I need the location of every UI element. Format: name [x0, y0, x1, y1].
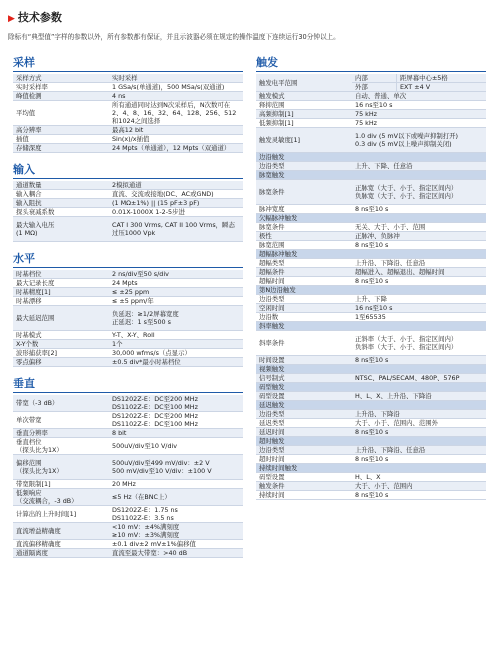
row-value: ≤ ±5 ppm/年 — [109, 297, 243, 306]
row-label: 计算出的上升时间[1] — [13, 506, 109, 523]
table-row — [256, 392, 486, 401]
row-value: <10 mV：±4%满刻度 ≥10 mV：±3%满刻度 — [109, 523, 243, 540]
trigger-table — [256, 74, 486, 500]
row-value: H、L、X、上升沿、下降沿 — [352, 392, 486, 401]
table-row — [13, 395, 243, 412]
row-label: 时基模式 — [13, 331, 109, 340]
level-internal-row — [352, 74, 486, 83]
page-title-text: 技术参数 — [17, 11, 62, 24]
row-label: 持续时间 — [256, 491, 352, 500]
row-label: 单次带宽 — [13, 412, 109, 429]
row-value: 无关、大于、小于、范围 — [352, 223, 486, 232]
row-value: 大于、小于、范围内、范围外 — [352, 419, 486, 428]
table-row — [256, 223, 486, 232]
row-value: 16 ns至10 s — [352, 304, 486, 313]
row-value: 8 ns至10 s — [352, 277, 486, 286]
row-label: 时基档位 — [13, 270, 109, 279]
row-label: 空闲时间 — [256, 304, 352, 313]
row-value: 75 kHz — [352, 110, 486, 119]
row-label: 实时采样率 — [13, 83, 109, 92]
subsection-title: 欠幅脉冲触发 — [256, 214, 486, 223]
subsection-row — [256, 153, 486, 162]
table-row — [13, 217, 243, 242]
section-title: 水平 — [13, 250, 243, 268]
spec-table — [13, 74, 243, 153]
row-label: X-Y个数 — [13, 340, 109, 349]
row-label: 高分辨率 — [13, 126, 109, 135]
row-label: 垂直档位 （探头比为1X） — [13, 438, 109, 455]
row-label: 脉宽条件 — [256, 180, 352, 205]
row-value: 16 ns至10 s — [352, 101, 486, 110]
row-value: 1 GSa/s(单通道)，500 MSa/s(双通道) — [109, 83, 243, 92]
row-label: 延迟时间 — [256, 428, 352, 437]
row-value: 75 kHz — [352, 119, 486, 128]
row-label: 插值 — [13, 135, 109, 144]
table-row — [13, 297, 243, 306]
table-row — [13, 438, 243, 455]
row-label: 触发条件 — [256, 482, 352, 491]
row-value: 自动、普通、单次 — [352, 92, 486, 101]
row-label: 时间设置 — [256, 356, 352, 365]
subsection-row — [256, 401, 486, 410]
row-label: 超幅时间 — [256, 277, 352, 286]
row-value — [352, 74, 486, 92]
row-label: 直流偏移精确度 — [13, 540, 109, 549]
table-row — [256, 119, 486, 128]
row-label: 触发电平范围 — [256, 74, 352, 92]
subsection-title: 视频触发 — [256, 365, 486, 374]
subsection-title: 码型触发 — [256, 383, 486, 392]
row-value: 4 ns — [109, 92, 243, 101]
table-row — [13, 523, 243, 540]
row-value: 2 ns/div至50 s/div — [109, 270, 243, 279]
table-row — [13, 455, 243, 480]
table-row — [13, 288, 243, 297]
level-internal-label: 内部 — [352, 74, 397, 82]
row-label: 高频抑制[1] — [256, 110, 352, 119]
subsection-title: 超时触发 — [256, 437, 486, 446]
row-label: 触发模式 — [256, 92, 352, 101]
table-row — [256, 482, 486, 491]
table-row — [13, 135, 243, 144]
row-value: 24 Mpts — [109, 279, 243, 288]
row-label: 时基漂移 — [13, 297, 109, 306]
row-label: 码型设置 — [256, 473, 352, 482]
row-value: DS1202Z-E：DC至200 MHz DS1102Z-E：DC至100 MHz — [109, 412, 243, 429]
subsection-title: 脉宽触发 — [256, 171, 486, 180]
level-external-row — [352, 83, 486, 91]
table-row — [13, 480, 243, 489]
table-row — [256, 205, 486, 214]
row-value: ≤5 Hz（在BNC上） — [109, 489, 243, 506]
row-value: 最高12 bit — [109, 126, 243, 135]
table-row — [256, 128, 486, 153]
row-value: 1.0 div (5 mV以下或噪声抑制打开) 0.3 div (5 mV以上噪声抑制关闭) — [352, 128, 486, 153]
subsection-row — [256, 383, 486, 392]
subsection-row — [256, 286, 486, 295]
row-value: 8 ns至10 s — [352, 428, 486, 437]
row-label: 带宽限制[1] — [13, 480, 109, 489]
subsection-title: 边沿触发 — [256, 153, 486, 162]
subsection-row — [256, 250, 486, 259]
row-label: 带宽（-3 dB） — [13, 395, 109, 412]
table-row — [13, 208, 243, 217]
table-row — [256, 259, 486, 268]
table-row — [256, 295, 486, 304]
row-value: 24 Mpts（单通道），12 Mpts（双通道） — [109, 144, 243, 153]
row-label: 最大延迟范围 — [13, 306, 109, 331]
table-row — [13, 144, 243, 153]
row-label: 最大记录长度 — [13, 279, 109, 288]
table-row — [256, 241, 486, 250]
row-value: 上升沿、下降沿、任意沿 — [352, 446, 486, 455]
row-label: 低频抑制[1] — [256, 119, 352, 128]
row-value: 直流至最大带宽：>40 dB — [109, 549, 243, 558]
row-value: 上升、下降 — [352, 295, 486, 304]
row-value: Sin(x)/x插值 — [109, 135, 243, 144]
row-value: 8 ns至10 s — [352, 491, 486, 500]
row-label: 延迟类型 — [256, 419, 352, 428]
row-label: 探头衰减系数 — [13, 208, 109, 217]
row-label: 波形捕获率[2] — [13, 349, 109, 358]
subsection-title: 第N边沿触发 — [256, 286, 486, 295]
row-value: 8 ns至10 s — [352, 205, 486, 214]
table-row — [13, 279, 243, 288]
subsection-row — [256, 365, 486, 374]
section-title: 输入 — [13, 161, 243, 179]
row-value: 30,000 wfms/s（点显示） — [109, 349, 243, 358]
row-value: 20 MHz — [109, 480, 243, 489]
row-label: 触发灵敏度[1] — [256, 128, 352, 153]
table-row — [13, 270, 243, 279]
row-value: 1至65535 — [352, 313, 486, 322]
table-row — [13, 489, 243, 506]
subsection-row — [256, 171, 486, 180]
row-value: 500uV/div至499 mV/div：±2 V 500 mV/div至10 V/div：±100 V — [109, 455, 243, 480]
row-value: CAT I 300 Vrms, CAT II 100 Vrms，瞬态过压1000 Vpk — [109, 217, 243, 242]
row-label: 垂直分辨率 — [13, 429, 109, 438]
table-row — [256, 268, 486, 277]
row-label: 边沿类型 — [256, 295, 352, 304]
row-value: 上升、下降、任意沿 — [352, 162, 486, 171]
row-label: 平均值 — [13, 101, 109, 126]
row-value: ±0.1 div±2 mV±1%偏移值 — [109, 540, 243, 549]
row-value: 0.01X-1000X 1-2-5步进 — [109, 208, 243, 217]
row-value: ±0.5 div*最小时基档位 — [109, 358, 243, 367]
row-label: 脉宽条件 — [256, 223, 352, 232]
row-label: 边沿类型 — [256, 446, 352, 455]
spec-table — [13, 181, 243, 242]
row-value: 正脉冲、负脉冲 — [352, 232, 486, 241]
row-value: DS1202Z-E：DC至200 MHz DS1102Z-E：DC至100 MHz — [109, 395, 243, 412]
row-label: 斜率条件 — [256, 331, 352, 356]
row-value: NTSC、PAL/SECAM、480P、576P — [352, 374, 486, 383]
table-row — [256, 232, 486, 241]
table-row — [13, 340, 243, 349]
section-title-trigger: 触发 — [256, 54, 486, 72]
spec-table — [13, 395, 243, 558]
table-row — [256, 92, 486, 101]
table-row — [13, 181, 243, 190]
table-row — [256, 277, 486, 286]
table-row — [256, 356, 486, 365]
table-row — [13, 349, 243, 358]
subsection-row — [256, 322, 486, 331]
row-label: 通道隔离度 — [13, 549, 109, 558]
row-value: H、L、X — [352, 473, 486, 482]
row-value: DS1202Z-E：1.75 ns DS1102Z-E：3.5 ns — [109, 506, 243, 523]
row-label: 边沿类型 — [256, 410, 352, 419]
table-row — [13, 83, 243, 92]
table-row — [256, 428, 486, 437]
row-value: 所有通道同时达到N次采样后，N次数可在2、4、8、16、32、64、128、256、512和1024之间选择 — [109, 101, 243, 126]
table-row — [256, 180, 486, 205]
row-value: 超幅进入、超幅退出、超幅时间 — [352, 268, 486, 277]
row-value: Y-T、X-Y、Roll — [109, 331, 243, 340]
table-row — [13, 412, 243, 429]
table-row — [256, 313, 486, 322]
table-row — [13, 549, 243, 558]
row-label: 释抑范围 — [256, 101, 352, 110]
row-label: 低频响应 （交流耦合，-3 dB） — [13, 489, 109, 506]
spec-note: 除标有“典型值”字样的参数以外，所有参数都有保证，并且示波器必须在规定的操作温度下连续运行30分钟以上。 — [8, 33, 340, 41]
table-row — [256, 410, 486, 419]
table-row — [256, 101, 486, 110]
row-value: 500uV/div至10 V/div — [109, 438, 243, 455]
row-label: 脉宽范围 — [256, 241, 352, 250]
right-column — [256, 54, 486, 500]
row-value: 8 ns至10 s — [352, 356, 486, 365]
table-row — [13, 126, 243, 135]
row-label: 边沿类型 — [256, 162, 352, 171]
table-row — [256, 331, 486, 356]
table-row — [256, 473, 486, 482]
table-row — [256, 446, 486, 455]
row-value: 直流、交流或接地(DC、AC或GND) — [109, 190, 243, 199]
row-label: 峰值检测 — [13, 92, 109, 101]
row-value: 2模拟通道 — [109, 181, 243, 190]
level-internal-value: 距屏幕中心±5格 — [400, 74, 448, 82]
row-label: 时基精度[1] — [13, 288, 109, 297]
table-row — [13, 92, 243, 101]
subsection-title: 延迟触发 — [256, 401, 486, 410]
section-title: 采样 — [13, 54, 243, 72]
table-row — [256, 74, 486, 92]
row-label: 零点偏移 — [13, 358, 109, 367]
table-row — [256, 491, 486, 500]
table-row — [256, 374, 486, 383]
row-value: 8 ns至10 s — [352, 455, 486, 464]
table-row — [13, 506, 243, 523]
row-label: 偏移范围 （探头比为1X） — [13, 455, 109, 480]
row-label: 码型设置 — [256, 392, 352, 401]
subsection-title: 斜率触发 — [256, 322, 486, 331]
spec-table — [13, 270, 243, 367]
row-value: 负延迟：≥1/2屏幕宽度 正延迟：1 s至500 s — [109, 306, 243, 331]
row-value: 大于、小于、范围内 — [352, 482, 486, 491]
page-title — [8, 9, 62, 25]
table-row — [13, 358, 243, 367]
row-label: 信号制式 — [256, 374, 352, 383]
row-label: 最大输入电压 (1 MΩ) — [13, 217, 109, 242]
row-value: 上升沿、下降沿、任意沿 — [352, 259, 486, 268]
row-label: 通道数量 — [13, 181, 109, 190]
table-row — [13, 101, 243, 126]
subsection-title: 超幅脉冲触发 — [256, 250, 486, 259]
row-value: (1 MΩ±1%) || (15 pF±3 pF) — [109, 199, 243, 208]
row-label: 超幅条件 — [256, 268, 352, 277]
row-value: ≤ ±25 ppm — [109, 288, 243, 297]
subsection-row — [256, 437, 486, 446]
row-label: 极性 — [256, 232, 352, 241]
row-value: 8 ns至10 s — [352, 241, 486, 250]
table-row — [13, 331, 243, 340]
row-value: 正斜率（大于、小于、指定区间内） 负斜率（大于、小于、指定区间内） — [352, 331, 486, 356]
row-label: 超幅类型 — [256, 259, 352, 268]
row-value: 8 bit — [109, 429, 243, 438]
table-row — [13, 306, 243, 331]
row-label: 脉冲宽度 — [256, 205, 352, 214]
row-label: 超时时间 — [256, 455, 352, 464]
level-external-label: 外部 — [352, 83, 397, 91]
left-column — [13, 54, 243, 558]
table-row — [13, 429, 243, 438]
subsection-title: 持续时间触发 — [256, 464, 486, 473]
table-row — [13, 190, 243, 199]
row-value: 正脉宽（大于、小于、指定区间内） 负脉宽（大于、小于、指定区间内） — [352, 180, 486, 205]
level-external-value: EXT ±4 V — [400, 83, 431, 91]
row-value: 上升沿、下降沿 — [352, 410, 486, 419]
row-label: 输入阻抗 — [13, 199, 109, 208]
table-row — [256, 110, 486, 119]
table-row — [256, 419, 486, 428]
row-label: 边沿数 — [256, 313, 352, 322]
section-title: 垂直 — [13, 375, 243, 393]
table-row — [13, 74, 243, 83]
table-row — [256, 162, 486, 171]
row-value: 实时采样 — [109, 74, 243, 83]
triangle-right-icon: ▶ — [8, 14, 15, 24]
subsection-row — [256, 464, 486, 473]
row-label: 直流增益精确度 — [13, 523, 109, 540]
table-row — [256, 455, 486, 464]
table-row — [13, 540, 243, 549]
table-row — [256, 304, 486, 313]
row-label: 存储深度 — [13, 144, 109, 153]
row-label: 采样方式 — [13, 74, 109, 83]
row-label: 输入耦合 — [13, 190, 109, 199]
row-value: 1个 — [109, 340, 243, 349]
subsection-row — [256, 214, 486, 223]
table-row — [13, 199, 243, 208]
